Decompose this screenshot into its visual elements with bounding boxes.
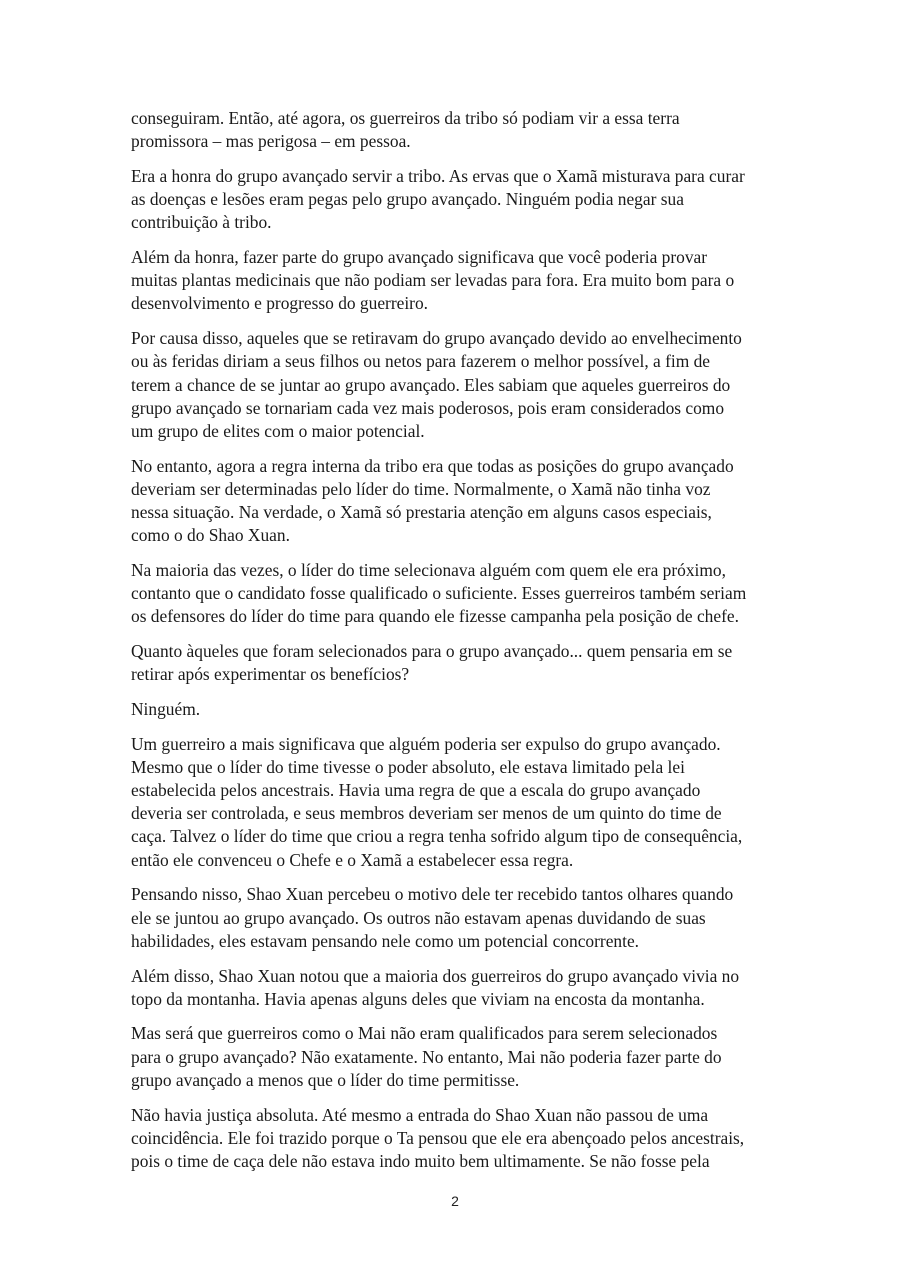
paragraph bbox=[131, 455, 781, 548]
text-line: Na maioria das vezes, o líder do time selecionava alguém com quem ele era próximo, bbox=[131, 559, 726, 580]
text-line: como o do Shao Xuan. bbox=[131, 525, 290, 546]
text-line: desenvolvimento e progresso do guerreiro. bbox=[131, 293, 429, 314]
paragraph bbox=[131, 883, 781, 953]
text-line: nessa situação. Na verdade, o Xamã só prestaria atenção em alguns casos especiais, bbox=[131, 502, 712, 523]
text-line: para o grupo avançado? Não exatamente. No entanto, Mai não poderia fazer parte do bbox=[131, 1046, 722, 1067]
text-line: No entanto, agora a regra interna da tribo era que todas as posições do grupo avançado bbox=[131, 455, 734, 476]
paragraph bbox=[131, 107, 781, 153]
text-line: deveriam ser determinadas pelo líder do time. Normalmente, o Xamã não tinha voz bbox=[131, 478, 711, 499]
paragraph bbox=[131, 559, 781, 629]
text-line: ele se juntou ao grupo avançado. Os outros não estavam apenas duvidando de suas bbox=[131, 907, 706, 928]
text-line: muitas plantas medicinais que não podiam ser levadas para fora. Era muito bom para o bbox=[131, 270, 735, 291]
text-line: estabelecida pelos ancestrais. Havia uma regra de que a escala do grupo avançado bbox=[131, 780, 701, 801]
text-line: Um guerreiro a mais significava que alguém poderia ser expulso do grupo avançado. bbox=[131, 733, 721, 754]
text-line: Por causa disso, aqueles que se retiravam do grupo avançado devido ao envelhecimento bbox=[131, 328, 742, 349]
text-line: Mas será que guerreiros como o Mai não eram qualificados para serem selecionados bbox=[131, 1023, 718, 1044]
text-line: Não havia justiça absoluta. Até mesmo a entrada do Shao Xuan não passou de uma bbox=[131, 1104, 709, 1125]
text-line: as doenças e lesões eram pegas pelo grupo avançado. Ninguém podia negar sua bbox=[131, 189, 684, 210]
text-line: contanto que o candidato fosse qualificado o suficiente. Esses guerreiros também seriam bbox=[131, 583, 747, 604]
paragraph bbox=[131, 640, 781, 686]
paragraph bbox=[131, 698, 781, 721]
text-line: deveria ser controlada, e seus membros deveriam ser menos de um quinto do time de bbox=[131, 803, 722, 824]
text-line: Era a honra do grupo avançado servir a tribo. As ervas que o Xamã misturava para curar bbox=[131, 165, 745, 186]
text-line: caça. Talvez o líder do time que criou a regra tenha sofrido algum tipo de consequência, bbox=[131, 826, 743, 847]
text-line: ou às feridas diriam a seus filhos ou netos para fazerem o melhor possível, a fim de bbox=[131, 351, 711, 372]
text-line: habilidades, eles estavam pensando nele como um potencial concorrente. bbox=[131, 930, 640, 951]
text-line: então ele convenceu o Chefe e o Xamã a estabelecer essa regra. bbox=[131, 849, 574, 870]
text-line: contribuição à tribo. bbox=[131, 212, 272, 233]
text-line: grupo avançado a menos que o líder do time permitisse. bbox=[131, 1069, 520, 1090]
paragraph bbox=[131, 1104, 781, 1174]
text-line: Mesmo que o líder do time tivesse o poder absoluto, ele estava limitado pela lei bbox=[131, 756, 685, 777]
text-line: terem a chance de se juntar ao grupo avançado. Eles sabiam que aqueles guerreiros do bbox=[131, 374, 731, 395]
text-line: Pensando nisso, Shao Xuan percebeu o motivo dele ter recebido tantos olhares quando bbox=[131, 884, 734, 905]
text-line: os defensores do líder do time para quando ele fizesse campanha pela posição de chefe. bbox=[131, 606, 739, 627]
text-line: promissora – mas perigosa – em pessoa. bbox=[131, 131, 411, 152]
text-line: topo da montanha. Havia apenas alguns deles que viviam na encosta da montanha. bbox=[131, 988, 705, 1009]
page-number: 2 bbox=[451, 1193, 459, 1209]
text-line: Ninguém. bbox=[131, 698, 201, 719]
paragraph bbox=[131, 965, 781, 1011]
text-line: coincidência. Ele foi trazido porque o Ta pensou que ele era abençoado pelos ancestrais, bbox=[131, 1127, 745, 1148]
text-line: conseguiram. Então, até agora, os guerreiros da tribo só podiam vir a essa terra bbox=[131, 108, 680, 128]
paragraph bbox=[131, 327, 781, 443]
text-line: pois o time de caça dele não estava indo muito bem ultimamente. Se não fosse pela bbox=[131, 1150, 710, 1171]
text-line: Além disso, Shao Xuan notou que a maioria dos guerreiros do grupo avançado vivia no bbox=[131, 965, 740, 986]
paragraph bbox=[131, 246, 781, 316]
document-body bbox=[131, 107, 781, 1185]
paragraph bbox=[131, 165, 781, 235]
paragraph bbox=[131, 733, 781, 872]
text-line: grupo avançado se tornariam cada vez mais poderosos, pois eram considerados como bbox=[131, 397, 725, 418]
text-line: Além da honra, fazer parte do grupo avançado significava que você poderia provar bbox=[131, 247, 708, 268]
text-line: retirar após experimentar os benefícios? bbox=[131, 664, 410, 685]
text-line: um grupo de elites com o maior potencial. bbox=[131, 420, 425, 441]
paragraph bbox=[131, 1022, 781, 1092]
text-line: Quanto àqueles que foram selecionados para o grupo avançado... quem pensaria em se bbox=[131, 641, 733, 662]
